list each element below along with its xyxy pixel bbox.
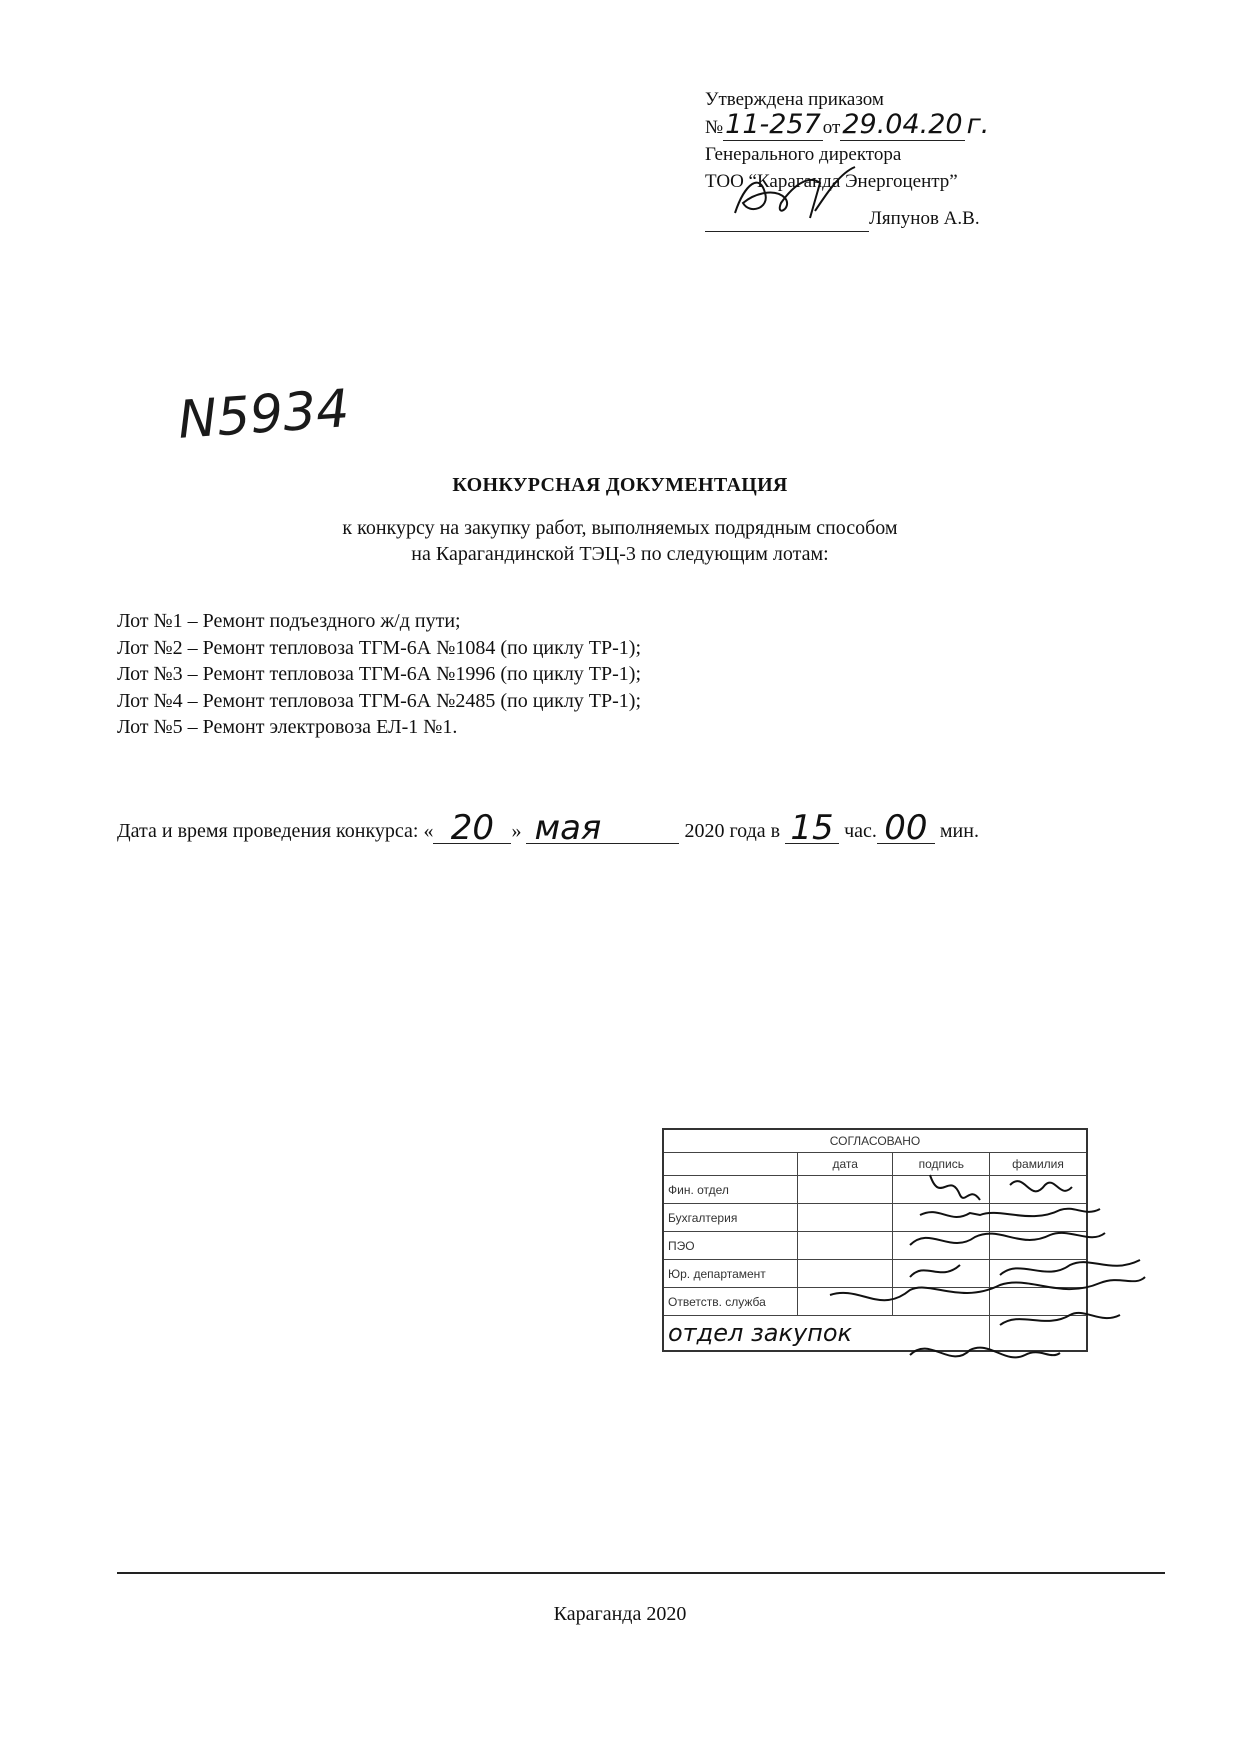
approval-signature-line xyxy=(705,205,1035,232)
lot-item: Лот №4 – Ремонт тепловоза ТГМ-6А №2485 (по циклу ТР-1); xyxy=(117,689,642,712)
director-signature xyxy=(715,163,865,225)
hour-unit: час. xyxy=(844,820,877,842)
approval-line-3: Генерального директора xyxy=(705,144,902,165)
lot-item: Лот №3 – Ремонт тепловоза ТГМ-6А №1996 (по циклу ТР-1); xyxy=(117,663,642,685)
stamp-title: СОГЛАСОВАНО xyxy=(663,1129,1087,1153)
datetime-label: Дата и время проведения конкурса: xyxy=(117,820,419,842)
order-date: 29.04.20 xyxy=(842,109,963,140)
stamp-signatures xyxy=(800,1165,1160,1395)
minute-unit: мин. xyxy=(939,820,979,842)
order-from-word: от xyxy=(822,117,841,138)
document-number: N5934 xyxy=(176,379,352,451)
stamp-handwritten-dept: отдел закупок xyxy=(663,1316,990,1352)
order-no-prefix: № xyxy=(705,117,724,138)
stamp-row-label: ПЭО xyxy=(663,1232,797,1260)
stamp-row-label: Фин. отдел xyxy=(663,1176,797,1204)
signature-underline xyxy=(705,207,855,232)
footer-rule xyxy=(117,1572,1165,1574)
lot-item: Лот №1 – Ремонт подъездного ж/д пути; xyxy=(117,610,461,632)
stamp-row-label: Ответств. служба xyxy=(663,1288,797,1316)
approval-line-1: Утверждена приказом xyxy=(705,89,884,110)
contest-day: 20 xyxy=(433,813,511,844)
year-text: 2020 года в xyxy=(684,820,781,842)
open-quote: « xyxy=(423,820,434,842)
close-quote: » xyxy=(511,820,522,842)
document-title: КОНКУРСНАЯ ДОКУМЕНТАЦИЯ xyxy=(452,474,788,496)
lot-item: Лот №2 – Ремонт тепловоза ТГМ-6А №1084 (по циклу ТР-1); xyxy=(117,636,642,659)
approval-order-line xyxy=(705,109,1035,141)
lot-item: Лот №5 – Ремонт электровоза ЕЛ-1 №1. xyxy=(117,716,458,738)
footer-city-year: Караганда 2020 xyxy=(553,1603,687,1625)
signer-name: Ляпунов А.В. xyxy=(869,208,980,229)
document-subtitle xyxy=(0,515,1240,567)
approval-block xyxy=(705,86,1035,232)
stamp-row-label: Бухгалтерия xyxy=(663,1204,797,1232)
contest-month: мая xyxy=(526,813,679,844)
subtitle-line-2: на Карагандинской ТЭЦ-3 по следующим лотам: xyxy=(411,543,829,565)
stamp-header-blank xyxy=(663,1153,797,1176)
lots-list xyxy=(117,608,641,741)
stamp-header-surname: фамилия xyxy=(990,1153,1087,1176)
contest-minute: 00 xyxy=(877,813,935,844)
order-number: 11-257 xyxy=(725,109,821,140)
contest-datetime xyxy=(117,808,979,848)
contest-hour: 15 xyxy=(785,813,839,844)
stamp-header-date: дата xyxy=(797,1153,893,1176)
order-year-suffix: г. xyxy=(966,109,990,140)
approval-line-4: ТОО “Караганда Энергоцентр” xyxy=(705,171,958,192)
stamp-row-label: Юр. департамент xyxy=(663,1260,797,1288)
subtitle-line-1: к конкурсу на закупку работ, выполняемых подрядным способом xyxy=(342,517,898,539)
stamp-header-signature: подпись xyxy=(893,1153,990,1176)
